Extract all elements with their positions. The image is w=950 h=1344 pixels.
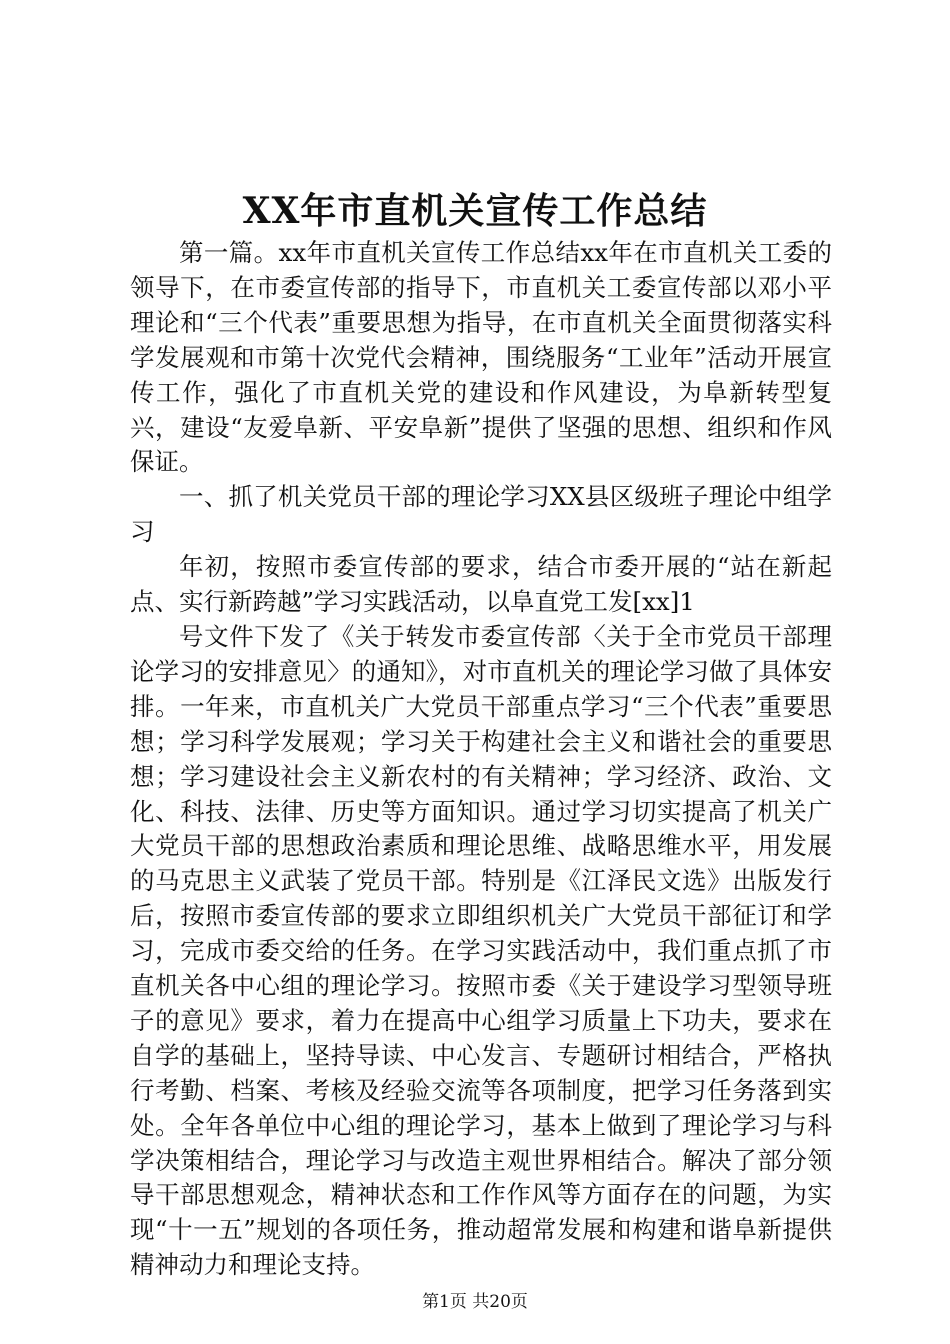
paragraph-study-details: 号文件下发了《关于转发市委宣传部〈关于全市党员干部理论学习的安排意见〉的通知》，对市直机关的理论学习做了具体安排。一年来，市直机关广大党员干部重点学习“三个代表”重要思想；学习科学发展观；学习关于构建社会主义和谐社会的重要思想；学习建设社会主义新农村的有关精神；学习经济、政治、文化、科技、法律、历史等方面知识。通过学习切实提高了机关广大党员干部的思想政治素质和理论思维、战略思维水平，用发展的马克思主义武装了党员干部。特别是《江泽民文选》出版发行后，按照市委宣传部的要求立即组织机关广大党员干部征订和学习，完成市委交给的任务。在学习实践活动中，我们重点抓了市直机关各中心组的理论学习。按照市委《关于建设学习型领导班子的意见》要求，着力在提高中心组学习质量上下功夫，要求在自学的基础上，坚持导读、中心发言、专题研讨相结合，严格执行考勤、档案、考核及经验交流等各项制度，把学习任务落到实处。全年各单位中心组的理论学习，基本上做到了理论学习与科学决策相结合，理论学习与改造主观世界相结合。解决了部分领导干部思想观念，精神状态和工作作风等方面存在的问题，为实现“十一五”规划的各项任务，推动超常发展和构建和谐阜新提供精神动力和理论支持。 xyxy=(130,621,832,1280)
paragraph-section-heading: 一、抓了机关党员干部的理论学习XX县区级班子理论中组学习 xyxy=(130,482,832,547)
paragraph-early-year: 年初，按照市委宣传部的要求，结合市委开展的“站在新起点、实行新跨越”学习实践活动，以阜直党工发[xx]1 xyxy=(130,552,832,617)
document-body xyxy=(130,236,832,1283)
paragraph-intro: 第一篇。xx年市直机关宣传工作总结xx年在市直机关工委的领导下，在市委宣传部的指导下，市直机关工委宣传部以邓小平理论和“三个代表”重要思想为指导，在市直机关全面贯彻落实科学发展观和市第十次党代会精神，围绕服务“工业年”活动开展宣传工作，强化了市直机关党的建设和作风建设，为阜新转型复兴，建设“友爱阜新、平安阜新”提供了坚强的思想、组织和作风保证。 xyxy=(130,238,832,477)
document-title: XX年市直机关宣传工作总结 xyxy=(242,190,708,232)
page-number-footer: 第1页 共20页 xyxy=(422,1292,528,1312)
